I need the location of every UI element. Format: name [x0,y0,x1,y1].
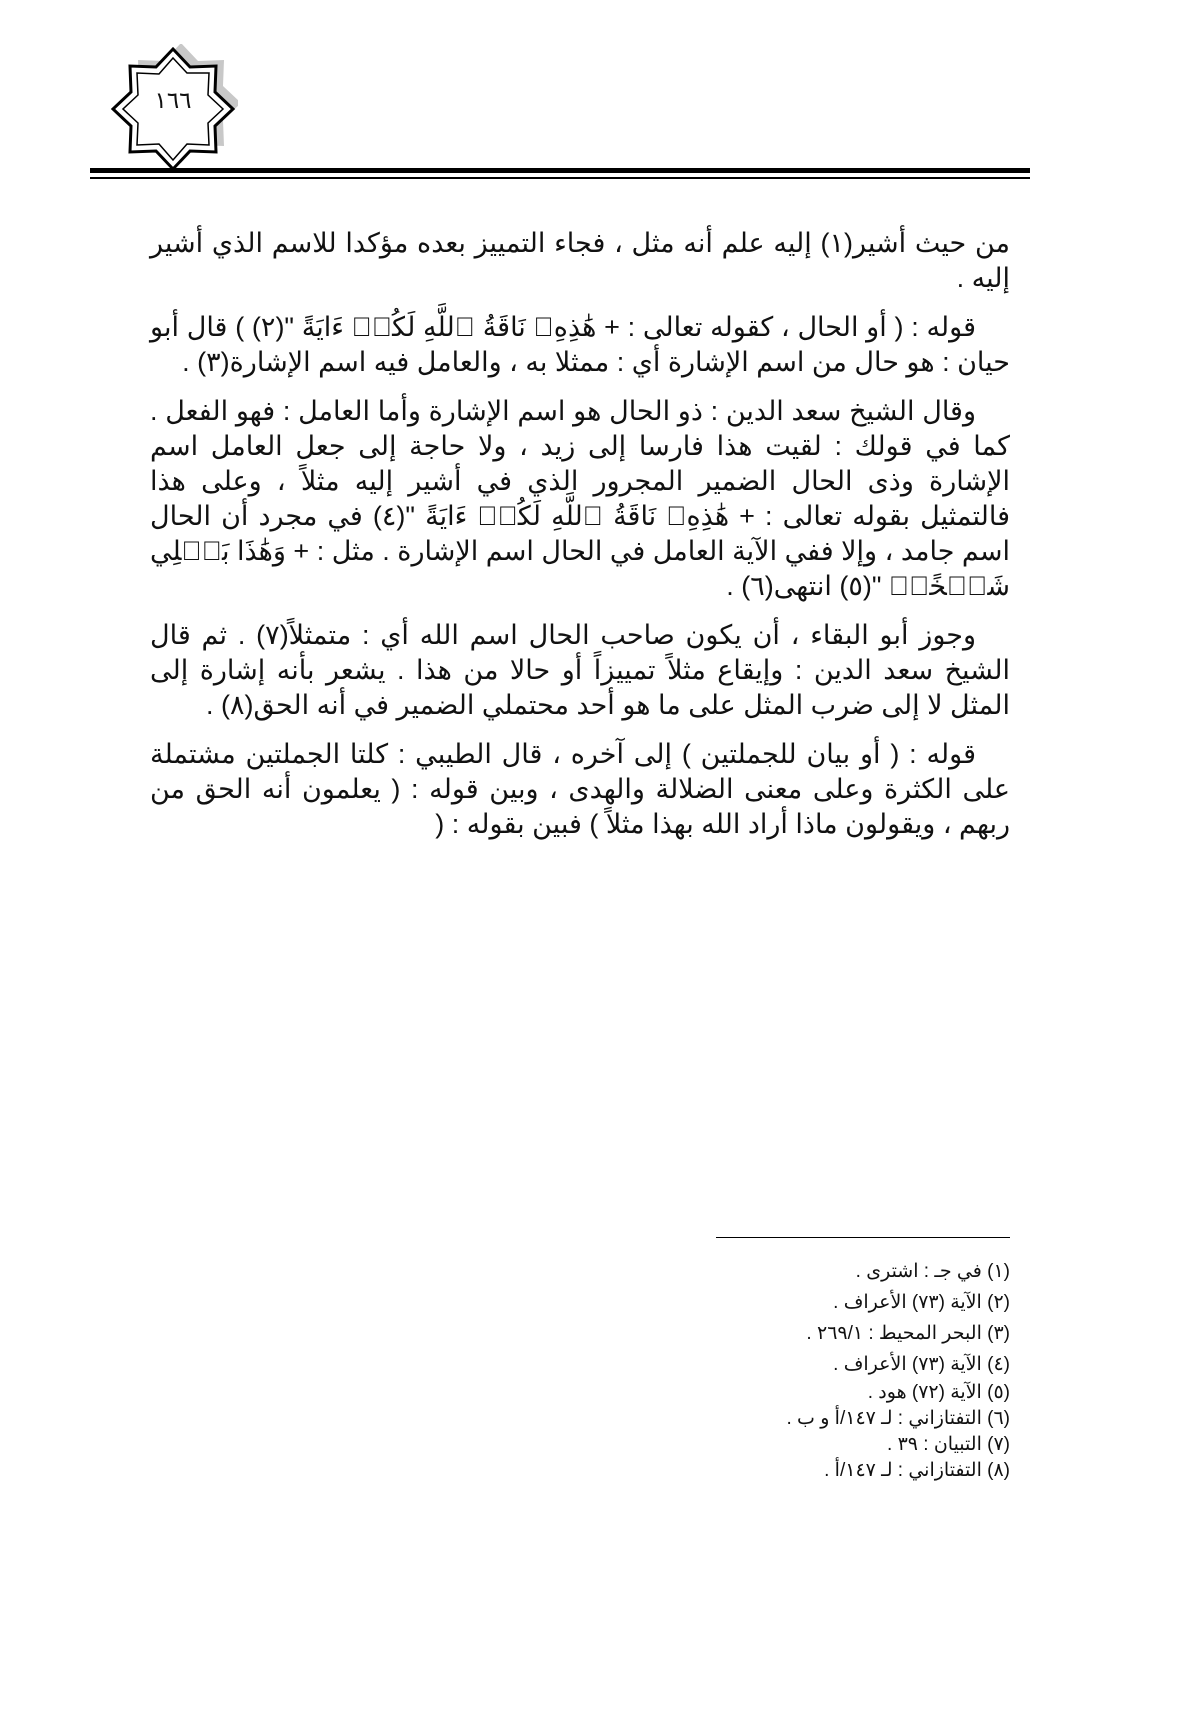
header-rule-thick [90,168,1030,173]
footnote: (٢) الآية (٧٣) الأعراف . [833,1292,1010,1313]
footnotes [560,1256,1010,1484]
header-rule-thin [90,177,1030,179]
paragraph: وقال الشيخ سعد الدين : ذو الحال هو اسم الإشارة وأما العامل : فهو الفعل . كما في قولك : لقيت هذا فارسا إلى زيد ، ولا حاجة إلى جعل العامل اسم الإشارة وذى الحال الضمير المجرور الذي في أشير إليه مثلاً ، وعلى هذا فالتمثيل بقوله تعالى : + هَٰذِهِۦ نَاقَةُ ٱللَّهِ لَكُمۡ ءَايَةً "(٤) في مجرد أن الحال اسم جامد ، وإلا ففي الآية العامل في الحال اسم الإشارة . مثل : + وَهَٰذَا بَعۡلِي شَيۡخًاۖ "(٥) انتهى(٦) . [150,396,1010,601]
main-text [150,226,1010,856]
footnote: (١) في جـ : اشترى . [855,1261,1010,1282]
footnote: (٤) الآية (٧٣) الأعراف . [833,1354,1010,1375]
paragraph: وجوز أبو البقاء ، أن يكون صاحب الحال اسم الله أي : متمثلاً(٧) . ثم قال الشيخ سعد الدين : وإيقاع مثلاً تمييزاً أو حالا من هذا . يشعر بأنه إشارة إلى المثل لا إلى ضرب المثل على ما هو أحد محتملي الضمير في أنه الحق(٨) . [150,620,1010,720]
footnote: (٧) التبيان : ٣٩ . [887,1434,1010,1455]
paragraph: قوله : ( أو الحال ، كقوله تعالى : + هَٰذِهِۦ نَاقَةُ ٱللَّهِ لَكُمۡ ءَايَةً "(٢) ) قال أبو حيان : هو حال من اسم الإشارة أي : ممثلا به ، والعامل فيه اسم الإشارة(٣) . [150,312,1010,377]
paragraph: من حيث أشير(١) إليه علم أنه مثل ، فجاء التمييز بعده مؤكدا للاسم الذي أشير إليه . [150,228,1010,293]
footnote: (٦) التفتازاني : لـ ١٤٧/أ و ب . [786,1408,1010,1429]
page-number-badge [108,44,238,174]
footnote: (٣) البحر المحيط : ٢٦٩/١ . [806,1323,1010,1344]
footnote-separator [716,1237,1010,1238]
footnote: (٨) التفتازاني : لـ ١٤٧/أ . [824,1460,1010,1481]
paragraph: قوله : ( أو بيان للجملتين ) إلى آخره ، قال الطيبي : كلتا الجملتين مشتملة على الكثرة وعلى معنى الضلالة والهدى ، وبين قوله : ( يعلمون أنه الحق من ربهم ، ويقولون ماذا أراد الله بهذا مثلاً ) فبين بقوله : ( [150,739,1010,839]
footnote: (٥) الآية (٧٢) هود . [867,1382,1010,1403]
page-number: ١٦٦ [154,88,192,114]
